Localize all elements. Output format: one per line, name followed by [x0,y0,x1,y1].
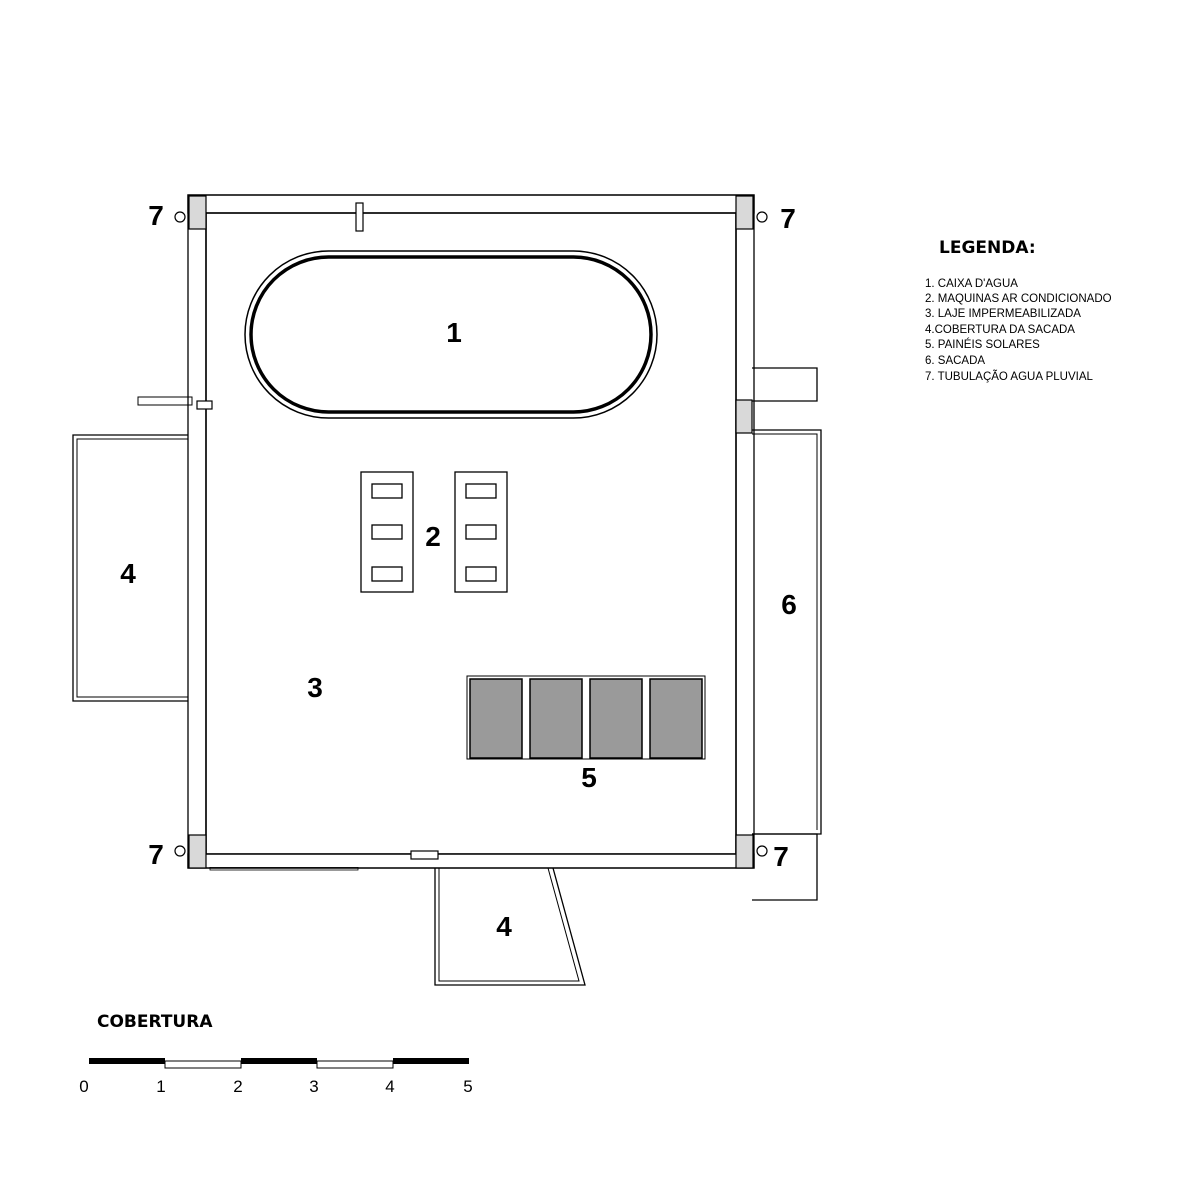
label-slab: 3 [307,672,323,703]
label-water-tank: 1 [446,317,462,348]
left-pipe-stub [138,397,192,405]
scale-bar [89,1058,469,1068]
label-ac-units: 2 [425,521,441,552]
scale-label: 2 [233,1077,243,1096]
legend-item: 3. LAJE IMPERMEABILIZADA [925,308,1081,320]
legend-title: LEGENDA: [939,238,1036,258]
left-wall-marker [197,401,212,409]
right-wall-column [736,400,752,433]
label-drain-bottom-right: 7 [773,841,789,872]
scale-label: 3 [309,1077,319,1096]
legend-item: 1. CAIXA D'AGUA [925,278,1018,290]
scale-label: 1 [156,1077,166,1096]
label-drain-top-right: 7 [780,203,796,234]
parapet-walls [188,195,754,868]
drawing-title: COBERTURA [97,1012,213,1032]
label-drain-bottom-left: 7 [148,839,164,870]
label-balcony-cover-left: 4 [120,558,136,589]
bottom-wall-marker [411,851,438,859]
legend-item: 4.COBERTURA DA SACADA [925,324,1075,336]
scale-label: 0 [79,1077,89,1096]
legend-item: 2. MAQUINAS AR CONDICIONADO [925,293,1112,305]
corner-columns [189,196,753,868]
label-balcony: 6 [781,589,797,620]
scale-label: 5 [463,1077,473,1096]
legend-item: 7. TUBULAÇÃO AGUA PLUVIAL [925,371,1093,383]
label-balcony-cover-bottom: 4 [496,911,512,942]
label-solar-panels: 5 [581,762,597,793]
scale-label: 4 [385,1077,395,1096]
top-wall-marker [356,203,363,231]
label-drain-top-left: 7 [148,200,164,231]
legend-item: 6. SACADA [925,355,986,367]
balcony-right [752,368,821,900]
legend [925,238,1112,383]
legend-item: 5. PAINÉIS SOLARES [925,339,1040,351]
solar-panels [467,676,705,759]
